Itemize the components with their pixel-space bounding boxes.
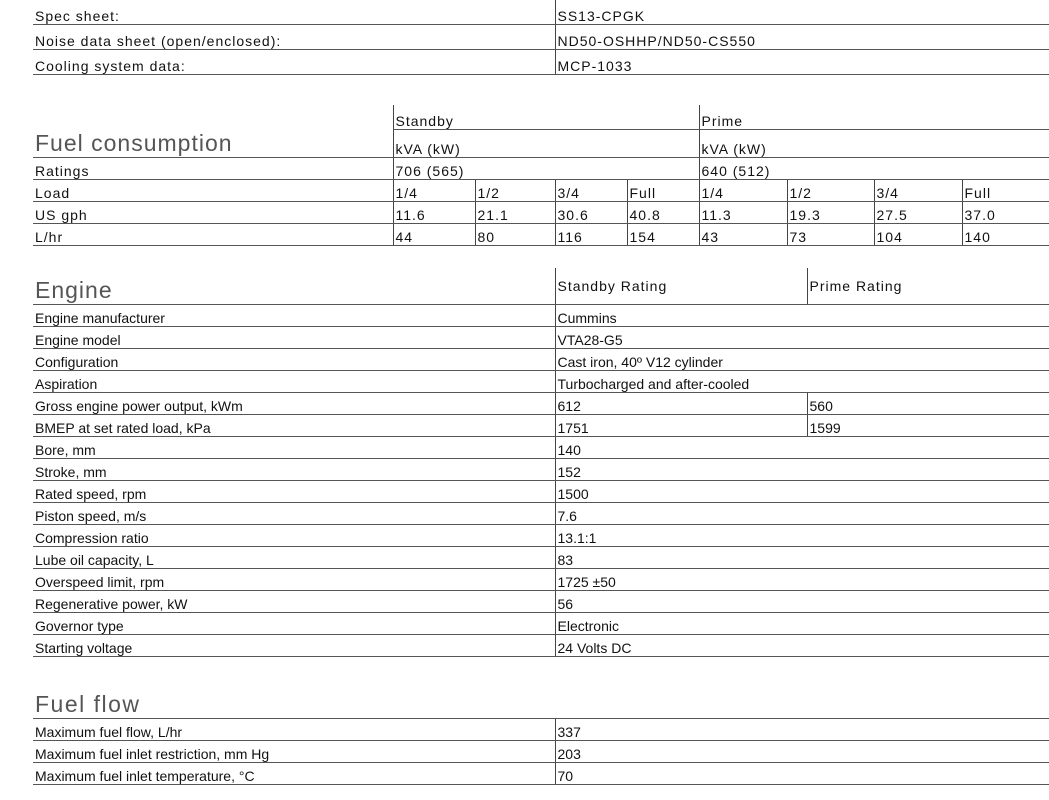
cell-value: 27.5: [874, 201, 962, 223]
row-value: 1500: [555, 481, 1049, 503]
cell-value: 80: [475, 223, 555, 245]
row-value: 337: [555, 719, 1049, 741]
row-label: L/hr: [33, 223, 393, 245]
row-value: 140: [555, 437, 1049, 459]
table-row: [33, 547, 1049, 569]
row-value: 13.1:1: [555, 525, 1049, 547]
standby-unit: kVA (kW): [393, 130, 699, 158]
standby-rating-header: Standby Rating: [555, 268, 807, 305]
row-label: US gph: [33, 201, 393, 223]
cell-value: 40.8: [627, 201, 699, 223]
row-label: Noise data sheet (open/enclosed):: [33, 25, 555, 50]
table-row: [33, 223, 1049, 245]
row-value: Cummins: [555, 305, 1049, 327]
row-value: 203: [555, 741, 1049, 763]
cell-value: 73: [787, 223, 874, 245]
row-label: Maximum fuel inlet temperature, °C: [33, 763, 555, 785]
cell-value: 116: [555, 223, 627, 245]
row-label: Load: [33, 179, 393, 201]
row-value: 83: [555, 547, 1049, 569]
table-row: [33, 327, 1049, 349]
cell-value: 1/2: [787, 179, 874, 201]
row-label: Engine model: [33, 327, 555, 349]
table-row: [33, 613, 1049, 635]
row-label: Rated speed, rpm: [33, 481, 555, 503]
table-row: [33, 437, 1049, 459]
section-title-fuel-consumption: Fuel consumption: [33, 130, 393, 158]
cell-value: 1/4: [699, 179, 787, 201]
row-label: Starting voltage: [33, 635, 555, 657]
row-value: 24 Volts DC: [555, 635, 1049, 657]
table-row: [33, 179, 1049, 201]
cell-value: 104: [874, 223, 962, 245]
prime-value: 560: [807, 393, 1049, 415]
table-row: [33, 349, 1049, 371]
reference-table: [33, 0, 1049, 75]
row-value: VTA28-G5: [555, 327, 1049, 349]
table-row: [33, 503, 1049, 525]
table-row: [33, 393, 1049, 415]
prime-header: Prime: [699, 105, 1049, 130]
table-row: [33, 459, 1049, 481]
row-value: 56: [555, 591, 1049, 613]
table-row: [33, 201, 1049, 223]
cell-value: 1/2: [475, 179, 555, 201]
table-row: [33, 569, 1049, 591]
ratings-standby: 706 (565): [393, 157, 699, 179]
row-label: Maximum fuel flow, L/hr: [33, 719, 555, 741]
table-row: [33, 635, 1049, 657]
engine-table: [33, 268, 1049, 657]
row-value: ND50-OSHHP/ND50-CS550: [555, 25, 1049, 50]
standby-header: Standby: [393, 105, 699, 130]
section-title-engine: Engine: [33, 268, 555, 305]
row-label: Governor type: [33, 613, 555, 635]
table-row: [33, 25, 1049, 50]
row-label: Spec sheet:: [33, 0, 555, 25]
cell-value: 11.6: [393, 201, 475, 223]
cell-value: 3/4: [874, 179, 962, 201]
row-value: Cast iron, 40º V12 cylinder: [555, 349, 1049, 371]
fuel-flow-table: [33, 688, 1049, 785]
table-row: [33, 305, 1049, 327]
row-label: Regenerative power, kW: [33, 591, 555, 613]
row-label: Aspiration: [33, 371, 555, 393]
cell-value: 37.0: [962, 201, 1049, 223]
row-value: 70: [555, 763, 1049, 785]
cell-value: 140: [962, 223, 1049, 245]
ratings-label: Ratings: [33, 157, 393, 179]
row-label: Gross engine power output, kWm: [33, 393, 555, 415]
row-label: Engine manufacturer: [33, 305, 555, 327]
table-row: [33, 763, 1049, 785]
row-value: Electronic: [555, 613, 1049, 635]
prime-rating-header: Prime Rating: [807, 268, 1049, 305]
table-row: [33, 481, 1049, 503]
row-value: Turbocharged and after-cooled: [555, 371, 1049, 393]
row-label: Compression ratio: [33, 525, 555, 547]
row-label: Stroke, mm: [33, 459, 555, 481]
row-label: Lube oil capacity, L: [33, 547, 555, 569]
row-value: MCP-1033: [555, 50, 1049, 75]
row-label: BMEP at set rated load, kPa: [33, 415, 555, 437]
row-label: Cooling system data:: [33, 50, 555, 75]
row-value: SS13-CPGK: [555, 0, 1049, 25]
cell-value: 154: [627, 223, 699, 245]
cell-value: Full: [962, 179, 1049, 201]
standby-value: 1751: [555, 415, 807, 437]
cell-value: Full: [627, 179, 699, 201]
row-value: 7.6: [555, 503, 1049, 525]
row-label: Maximum fuel inlet restriction, mm Hg: [33, 741, 555, 763]
fuel-consumption-table: [33, 105, 1049, 246]
table-row: [33, 50, 1049, 75]
row-label: Piston speed, m/s: [33, 503, 555, 525]
spacer: [33, 105, 393, 130]
cell-value: 11.3: [699, 201, 787, 223]
standby-value: 612: [555, 393, 807, 415]
table-row: [33, 371, 1049, 393]
table-row: [33, 741, 1049, 763]
section-title-fuel-flow: Fuel flow: [33, 688, 1049, 719]
cell-value: 43: [699, 223, 787, 245]
cell-value: 19.3: [787, 201, 874, 223]
cell-value: 30.6: [555, 201, 627, 223]
cell-value: 44: [393, 223, 475, 245]
table-row: [33, 415, 1049, 437]
prime-unit: kVA (kW): [699, 130, 1049, 158]
row-label: Bore, mm: [33, 437, 555, 459]
cell-value: 21.1: [475, 201, 555, 223]
row-value: 152: [555, 459, 1049, 481]
table-row: [33, 719, 1049, 741]
table-row: [33, 525, 1049, 547]
cell-value: 1/4: [393, 179, 475, 201]
table-row: [33, 0, 1049, 25]
row-label: Overspeed limit, rpm: [33, 569, 555, 591]
cell-value: 3/4: [555, 179, 627, 201]
prime-value: 1599: [807, 415, 1049, 437]
row-value: 1725 ±50: [555, 569, 1049, 591]
row-label: Configuration: [33, 349, 555, 371]
ratings-prime: 640 (512): [699, 157, 1049, 179]
table-row: [33, 591, 1049, 613]
